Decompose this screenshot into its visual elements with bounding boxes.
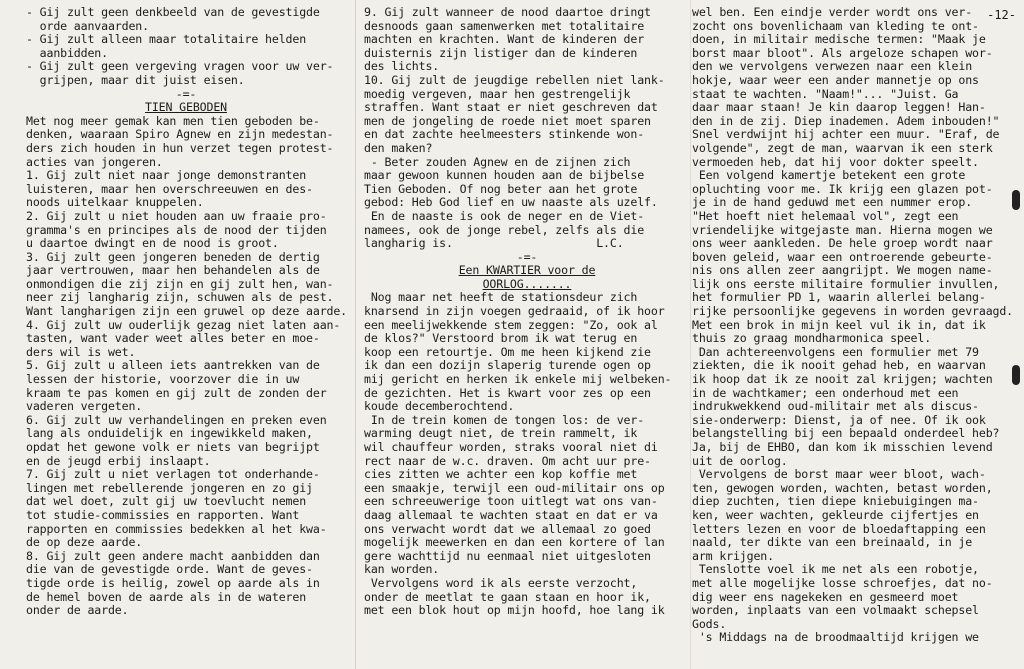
text-line: een schreeuwerige toon uitlegt wat ons van-	[364, 494, 658, 509]
text-line: doen, in militair medische termen: "Maak je	[692, 32, 986, 47]
text-line: ziekten, die ik nooit gehad heb, en waarvan	[692, 358, 986, 373]
text-line: acties van jongeren.	[26, 154, 163, 169]
text-line: vaderen vergeten.	[26, 399, 143, 414]
text-line: Tenslotte voel ik me net als een robotje,	[692, 562, 979, 577]
text-line: 9. Gij zult wanneer de nood daartoe dringt	[364, 5, 651, 19]
text-line: gramma's en principes als de nood der tijden	[26, 222, 327, 237]
text-line: noods uitelkaar knuppelen.	[26, 195, 204, 210]
text-line: Een volgend kamertje betekent een grote	[692, 168, 966, 183]
text-line: ons verwacht wordt dat we allemaal zo goed	[364, 521, 651, 536]
text-line: men de jongeling de roede niet moet sparen	[364, 113, 651, 128]
punch-hole-mark	[1012, 190, 1020, 210]
text-line: boven geleid, waar een ontroerende gebeurte-	[692, 249, 993, 264]
text-line: ten, gewogen worden, wachten, betast worden,	[692, 480, 993, 495]
text-line: maar gewoon kunnen houden aan de bijbelse	[364, 168, 645, 183]
text-line: den we vervolgens verwezen naar een klein	[692, 59, 973, 74]
text-line: en dat zachte heelmeesters stinkende won-	[364, 127, 645, 142]
text-line: met een blok hout op mijn hoofd, hoe lang ik	[364, 603, 665, 618]
text-line: Dan achtereenvolgens een formulier met 79	[692, 344, 979, 359]
text-line: hokje, waar weer een ander mannetje op ons	[692, 72, 979, 87]
text-line: het formulier PD 1, waarin allerlei belang-	[692, 290, 986, 305]
text-line: ons weer aankleden. De hele groep wordt naar	[692, 236, 993, 251]
text-line: grijpen, maar dit juist eisen.	[26, 72, 245, 87]
text-line: desnoods gaan samenwerken met totalitaire	[364, 18, 645, 33]
text-line: sie-onderwerp: Dienst, ja of nee. Of ik ook	[692, 412, 986, 427]
text-line: worden, inplaats van een volmaakt schepsel	[692, 603, 979, 618]
text-line: belangstelling bij een bepaald onderdeel heb?	[692, 426, 1000, 441]
punch-hole-mark	[1012, 365, 1020, 385]
text-line: jaar vertrouwen, maar hen behandelen als de	[26, 263, 320, 278]
text-line: lang als onduidelijk en ingewikkeld maken,	[26, 426, 313, 441]
text-line: 8. Gij zult geen andere macht aanbidden dan	[26, 548, 320, 563]
text-line: 6. Gij zult uw verhandelingen en preken even	[26, 412, 327, 427]
text-line: opdat het gewone volk er niets van begrijpt	[26, 440, 320, 454]
text-line: u daartoe dwingt en de nood is groot.	[26, 236, 279, 251]
text-line: 1. Gij zult niet naar jonge demonstranten	[26, 168, 307, 183]
text-line: zocht ons bovenlichaam van kleding te ont-	[692, 18, 979, 33]
text-line: met alle mogelijke losse schroefjes, dat no-	[692, 575, 993, 590]
text-line: Vervolgens de borst maar weer bloot, wach-	[692, 467, 986, 482]
column-left	[26, 6, 346, 618]
text-line: des lichts.	[364, 59, 440, 74]
text-line: den in de zij. Diep inademen. Adem inbouden!"	[692, 113, 1000, 128]
text-line: 3. Gij zult geen jongeren beneden de dertig	[26, 249, 320, 264]
text-line: moedig vergeven, maar hen gestrengelijk	[364, 86, 631, 101]
text-line: volgende", zegt de man, waarvan ik een sterk	[692, 140, 993, 155]
text-line: Gods.	[692, 616, 727, 631]
text-line: mij gericht en herken ik enkele mij welbeken-	[364, 372, 672, 387]
text-line: wel ben. Een eindje verder wordt ons ver-	[692, 5, 973, 19]
text-line: ik hoop dat ik ze nooit zal krijgen; wachten	[692, 372, 993, 387]
text-line: -=-	[175, 86, 197, 101]
text-line: de gezichten. Het is kwart voor zes op een	[364, 385, 651, 400]
text-line: en de jeugd erbij inslaapt.	[26, 453, 211, 468]
text-line: uit de oorlog.	[692, 453, 788, 468]
text-line: namees, ook de jonge rebel, zelfs als die	[364, 222, 645, 237]
text-line: OORLOG.......	[482, 276, 572, 291]
text-line: aanbidden.	[26, 45, 108, 60]
text-line: 5. Gij zult u alleen iets aantrekken van de	[26, 358, 320, 373]
text-line: de hemel boven de aarde als in de wateren	[26, 589, 307, 604]
text-line: orde aanvaarden.	[26, 18, 149, 33]
text-line: lingen met rebellerende jongeren en zo gij	[26, 480, 313, 495]
text-line: vermoeden heb, dat hij voor dokter speelt.	[692, 154, 979, 169]
text-line: 4. Gij zult uw ouderlijk gezag niet laten aan-	[26, 317, 341, 332]
text-line: ders wil is wet.	[26, 344, 136, 359]
text-line: machten en krachten. Want de kinderen der	[364, 32, 645, 47]
text-line: 's Middags na de broodmaaltijd krijgen we	[692, 630, 979, 645]
text-line: de klos?" Verstoord brom ik wat terug en	[364, 331, 638, 346]
text-line: den maken?	[364, 140, 433, 155]
text-line: ik dan een dozijn slaperig turende ogen op	[364, 358, 651, 373]
text-line: lessen der historie, voorzover die in uw	[26, 372, 300, 387]
text-line: duisternis zijn listiger dan de kinderen	[364, 45, 638, 60]
column-right	[692, 6, 1012, 645]
text-line: Ja, bij de EHBO, dan kom ik misschien levend	[692, 440, 993, 454]
text-line: luisteren, maar hen overschreeuwen en des-	[26, 181, 313, 196]
text-line: dat wel doet, zult gij uw toevlucht nemen	[26, 494, 307, 509]
text-line: kan worden.	[364, 562, 440, 577]
text-line: onder de meetlat te gaan staan en hoor ik,	[364, 589, 651, 604]
text-line: ders zich houden in hun verzet tegen protest-	[26, 140, 334, 155]
text-line: diep zuchten, tien diepe kniebuigingen ma-	[692, 494, 979, 509]
text-line: Een KWARTIER voor de	[458, 263, 596, 278]
page-fold-line	[355, 0, 356, 669]
text-line: TIEN GEBODEN	[145, 100, 227, 115]
text-line: Met een brok in mijn keel vul ik in, dat ik	[692, 317, 986, 332]
text-line: gere wachttijd nu eenmaal niet uitgesloten	[364, 548, 651, 563]
text-line: daar maar staan! Je kin daarop leggen! Han-	[692, 100, 986, 115]
text-line: - Gij zult geen vergeving vragen voor uw ver-	[26, 59, 334, 74]
text-line: rijke persoonlijke gegevens in worden gevraagd.	[692, 304, 1014, 319]
text-line: In de trein komen de tongen los: de ver-	[364, 412, 645, 427]
text-line: onder de aarde.	[26, 603, 129, 618]
text-line: "Het hoeft niet helemaal vol", zegt een	[692, 208, 959, 223]
text-line: onmondigen die zij zijn en gij zult hen, wan-	[26, 276, 334, 291]
text-line: koude decemberochtend.	[364, 399, 515, 414]
page-number: -12-	[987, 8, 1016, 22]
text-line: Tien Geboden. Of nog beter aan het grote	[364, 181, 638, 196]
text-line: straffen. Want staat er niet geschreven dat	[364, 100, 658, 115]
text-line: tigde orde is heilig, zowel op aarde als in	[26, 575, 320, 590]
text-line: die van de gevestigde orde. Want de geves-	[26, 562, 313, 577]
text-line: naald, ter dikte van een breinaald, in je	[692, 535, 973, 550]
page-fold-line	[690, 0, 691, 669]
text-line: lijk ons eerste militaire formulier invullen,	[692, 276, 1000, 291]
text-line: Vervolgens word ik als eerste verzocht,	[364, 575, 638, 590]
text-line: wil chauffeur worden, straks vooral niet di	[364, 440, 658, 454]
text-line: letters lezen en voor de bloedaftapping een	[692, 521, 986, 536]
text-line: vriendelijke witgejaste man. Hierna mogen we	[692, 222, 993, 237]
text-line: borst maar bloot". Als argeloze schapen wor-	[692, 45, 993, 60]
text-line: de op deze aarde.	[26, 535, 143, 550]
text-line: tasten, want vader weet alles beter en moe-	[26, 331, 320, 346]
text-line: 10. Gij zult de jeugdige rebellen niet lank-	[364, 72, 665, 87]
text-line: nis ons allen zeer aangrijpt. We mogen name-	[692, 263, 993, 278]
text-line: een smaakje, terwijl een oud-militair ons op	[364, 480, 665, 495]
text-line: arm krijgen.	[692, 548, 774, 563]
text-line: gebod: Heb God lief en uw naaste als uzelf.	[364, 195, 658, 210]
text-line: indrukwekkend oud-militair met als discus-	[692, 399, 979, 414]
text-line: kraam te pas komen en gij zult de zonden der	[26, 385, 327, 400]
text-line: -=-	[516, 249, 538, 264]
text-line: En de naaste is ook de neger en de Viet-	[364, 208, 645, 223]
text-line: warming deugt niet, de trein rammelt, ik	[364, 426, 638, 441]
text-line: daag allemaal te wachten staat en dat er va	[364, 507, 658, 522]
text-line: een meelijwekkende stem zeggen: "Zo, ook al	[364, 317, 658, 332]
text-line: je in de hand geduwd met een nummer erop.	[692, 195, 973, 210]
text-line: staat te wachten. "Naam!"... "Juist. Ga	[692, 86, 959, 101]
text-line: Want langharigen zijn een gruwel op deze aarde.	[26, 304, 348, 319]
text-line: langharig is. L.C.	[364, 236, 624, 251]
text-line: rect naar de w.c. draven. Om acht uur pre-	[364, 453, 651, 468]
text-line: dig weer ens nagekeken en gesmeerd moet	[692, 589, 959, 604]
text-line: Snel verdwijnt hij achter een muur. "Eraf, de	[692, 127, 1000, 142]
text-line: - Gij zult geen denkbeeld van de gevestigde	[26, 5, 320, 19]
text-line: - Beter zouden Agnew en de zijnen zich	[364, 154, 631, 169]
text-line: thuis zo graag mondharmonica speel.	[692, 331, 932, 346]
text-line: Met nog meer gemak kan men tien geboden be-	[26, 113, 320, 128]
text-line: opluchting voor me. Ik krijg een glazen pot-	[692, 181, 993, 196]
text-line: 2. Gij zult u niet houden aan uw fraaie pro-	[26, 208, 327, 223]
text-line: Nog maar net heeft de stationsdeur zich	[364, 290, 638, 305]
text-line: neer zij langharig zijn, schuwen als de pest.	[26, 290, 334, 305]
text-line: cies zitten we achter een kop koffie met	[364, 467, 638, 482]
text-line: 7. Gij zult u niet verlagen tot onderhande-	[26, 467, 320, 482]
text-line: koop een retourtje. Om me heen kijkend zie	[364, 344, 651, 359]
text-line: knarsend in zijn voegen gedraaid, of ik hoor	[364, 304, 665, 319]
text-line: denken, waaraan Spiro Agnew en zijn medestan-	[26, 127, 334, 142]
text-line: in de wachtkamer; een onderhoud met een	[692, 385, 959, 400]
text-line: rapporten en commissies bedekken al het kwa-	[26, 521, 327, 536]
text-line: tot studie-commissies en rapporten. Want	[26, 507, 300, 522]
text-line: ken, weer wachten, gekleurde cijfertjes en	[692, 507, 979, 522]
text-line: mogelijk meewerken en dan een kortere of lan	[364, 535, 665, 550]
column-middle	[364, 6, 690, 618]
text-line: - Gij zult alleen maar totalitaire helden	[26, 32, 307, 47]
